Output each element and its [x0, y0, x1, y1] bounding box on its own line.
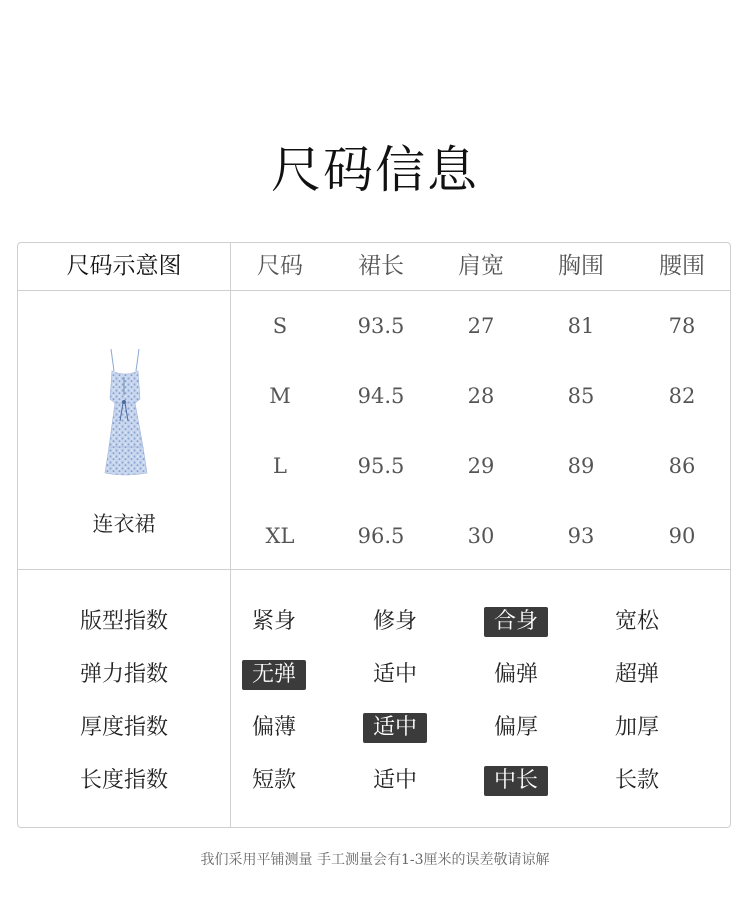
table-cell: 27	[467, 314, 495, 338]
table-cell: 93.5	[357, 314, 405, 338]
table-cell: 94.5	[357, 384, 405, 408]
table-cell: 29	[467, 454, 495, 478]
garment-label: 连衣裙	[92, 512, 156, 536]
column-header-length: 裙长	[358, 253, 404, 279]
table-cell: 85	[567, 384, 595, 408]
stretch-option: 偏弹	[493, 662, 538, 687]
fit-option: 宽松	[614, 609, 659, 634]
fit-option: 紧身	[251, 609, 296, 634]
table-cell: 86	[668, 454, 696, 478]
table-cell: 81	[567, 314, 595, 338]
table-cell: XL	[265, 524, 295, 548]
stretch-option: 无弹	[242, 660, 306, 690]
column-header-size: 尺码	[257, 253, 303, 279]
column-header-bust: 胸围	[558, 253, 604, 279]
dress-icon	[91, 347, 161, 479]
table-cell: 90	[668, 524, 696, 548]
table-cell: 89	[567, 454, 595, 478]
length-index-label: 长度指数	[79, 768, 168, 793]
stretch-option: 超弹	[614, 662, 659, 687]
header-divider	[18, 290, 730, 291]
thickness-option: 偏薄	[251, 715, 296, 740]
table-cell: S	[272, 314, 288, 338]
size-info-card	[17, 242, 731, 828]
table-cell: M	[269, 384, 291, 408]
page-title: 尺码信息	[271, 141, 479, 199]
table-cell: 93	[567, 524, 595, 548]
column-header-shoulder: 肩宽	[458, 253, 504, 279]
thickness-option: 适中	[363, 713, 427, 743]
table-cell: L	[273, 454, 287, 478]
thickness-option: 偏厚	[493, 715, 538, 740]
fit-index-label: 版型指数	[79, 609, 168, 634]
length-option: 适中	[372, 768, 417, 793]
table-cell: 28	[467, 384, 495, 408]
table-cell: 95.5	[357, 454, 405, 478]
thickness-option: 加厚	[614, 715, 659, 740]
fit-option: 修身	[372, 609, 417, 634]
stretch-option: 适中	[372, 662, 417, 687]
table-cell: 96.5	[357, 524, 405, 548]
size-diagram-header: 尺码示意图	[66, 253, 182, 279]
thickness-index-label: 厚度指数	[79, 715, 168, 740]
section-divider	[18, 569, 730, 570]
table-cell: 30	[467, 524, 495, 548]
table-cell: 78	[668, 314, 696, 338]
length-option: 中长	[484, 766, 548, 796]
length-option: 短款	[251, 768, 296, 793]
measurement-note: 我们采用平铺测量 手工测量会有1-3厘米的误差敬请谅解	[200, 852, 550, 868]
length-option: 长款	[614, 768, 659, 793]
column-header-waist: 腰围	[659, 253, 705, 279]
table-cell: 82	[668, 384, 696, 408]
fit-option: 合身	[484, 607, 548, 637]
stretch-index-label: 弹力指数	[79, 662, 168, 687]
